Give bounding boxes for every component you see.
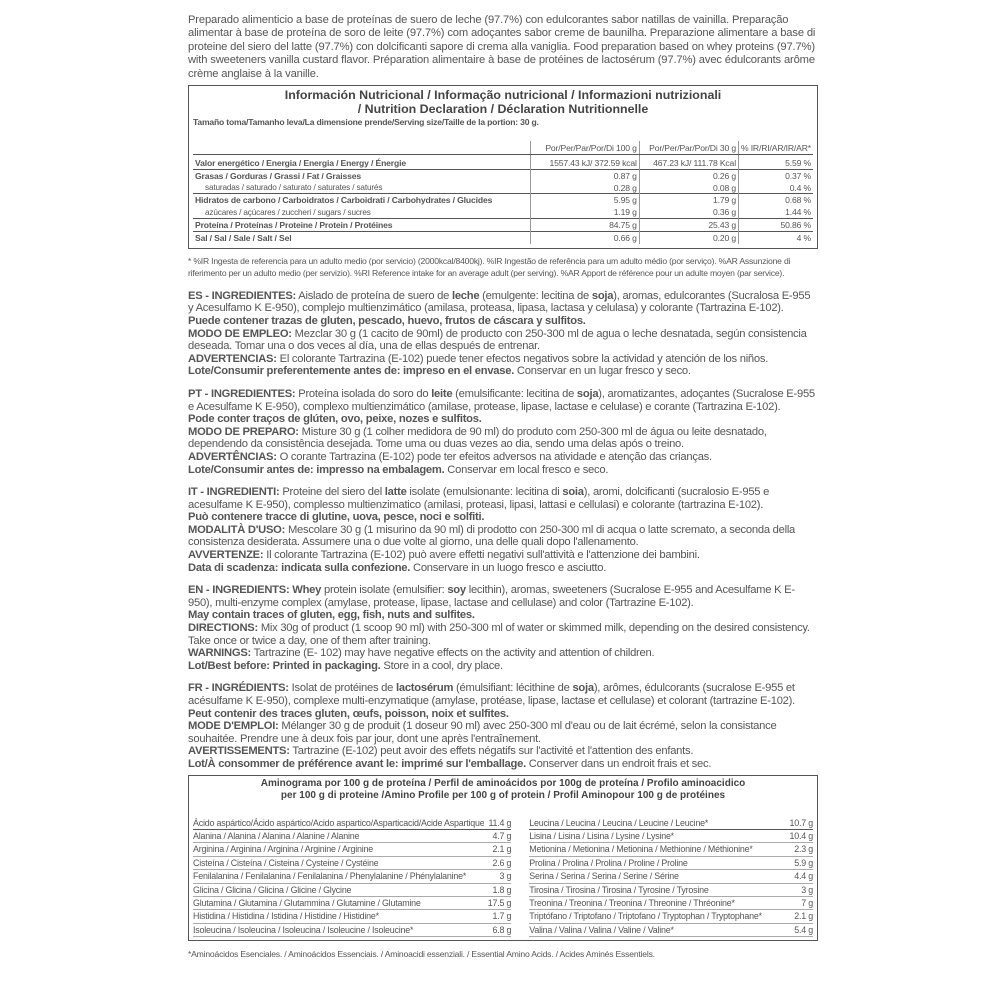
amino-row xyxy=(193,857,511,870)
nutrient-label: Grasas / Gorduras / Grassi / Fat / Graisses xyxy=(193,169,531,181)
aminogram-column-right xyxy=(529,817,813,938)
section-en xyxy=(188,584,818,672)
traces-en: May contain traces of gluten, egg, fish, nuts and sulfites. xyxy=(188,609,475,622)
warnings-it: AVVERTENZE: Il colorante Tartrazina (E-102) può avere effetti negativi sull'attività e l'attenzione dei bambini. xyxy=(188,549,700,562)
nutrition-table-box xyxy=(188,85,818,249)
aminogram-box xyxy=(188,775,818,942)
nutrient-value-100g: 5.95 g xyxy=(531,194,639,206)
amino-row xyxy=(529,817,813,830)
amino-value: 10.4 g xyxy=(789,830,813,841)
amino-name: Glutamina / Glutamina / Glutammina / Glutamine / Glutamine xyxy=(193,897,421,908)
amino-name: Glicina / Glicina / Glicina / Glicine / Glycine xyxy=(193,884,352,895)
nutrition-row-carbohydrates xyxy=(193,194,813,206)
nutrient-value-100g: 0.66 g xyxy=(531,231,639,243)
lot-es: Lote/Consumir preferentemente antes de: impreso en el envase. Conservar en un lugar fresco y seco. xyxy=(188,365,691,378)
amino-name: Triptófano / Triptofano / Triptofano / Tryptophan / Tryptophane* xyxy=(529,911,762,922)
directions-pt: MODO DE PREPARO: Misture 30 g (1 colher medidora de 90 ml) do produto com 250-300 ml de água ou leite desnatado, dependendo da consistência desejada. Tome uma ou duas vezes ao dia, sendo uma delas após o treino. xyxy=(188,425,767,451)
ingredients-pt: PT - INGREDIENTES: Proteína isolada do soro do leite (emulsificante: lecitina de soja), aromatizantes, adoçantes (Sucralose E-955 e Acesulfame K E-950), complexo multienzimático (amilase, protease, lipase, lactase e celulase) e corante (Tartrazina E-102). xyxy=(188,387,815,413)
amino-name: Cisteína / Cisteína / Cisteina / Cysteine / Cystéine xyxy=(193,857,379,868)
nutrient-ri: 0.4 % xyxy=(738,182,813,194)
amino-name: Alanina / Alanina / Alanina / Alanine / Alanine xyxy=(193,830,360,841)
lot-pt: Lote/Consumir antes de: impresso na embalagem. Conservar em local fresco e seco. xyxy=(188,463,609,476)
amino-name: Lisina / Lisina / Lisina / Lysine / Lysine* xyxy=(529,830,674,841)
nutrient-label: azúcares / açúcares / zuccheri / sugars / sucres xyxy=(205,207,371,217)
amino-name: Isoleucina / Isoleucina / Isoleucina / Isoleucine / Isoleucine* xyxy=(193,924,414,935)
aminogram-title-line1: Aminograma por 100 g de proteína / Perfil de aminoácidos por 100g de proteína / Profilo aminoacidico xyxy=(260,777,746,789)
nutrient-label: Sal / Sal / Sale / Salt / Sel xyxy=(193,231,531,243)
amino-row xyxy=(193,870,511,883)
nutrition-title-line1: Información Nutricional / Informação nutricional / Informazioni nutrizionali xyxy=(284,88,722,103)
nutrient-ri: 50.86 % xyxy=(738,219,813,232)
amino-value: 1.8 g xyxy=(492,884,512,895)
amino-name: Treonina / Treonina / Treonina / Threonine / Thréonine* xyxy=(529,897,735,908)
amino-value: 2.1 g xyxy=(492,844,512,855)
warnings-es: ADVERTENCIAS: El colorante Tartrazina (E-102) puede tener efectos negativos sobre la actividad y atención de los niños. xyxy=(188,352,769,365)
amino-value: 7 g xyxy=(801,897,813,908)
nutrient-value-30g: 0.20 g xyxy=(639,231,738,243)
warnings-pt: ADVERTÊNCIAS: O corante Tartrazina (E-102) pode ter efeitos adversos na atividade e atenção das crianças. xyxy=(188,450,712,463)
traces-fr: Peut contenir des traces gluten, œufs, poisson, noix et sulfites. xyxy=(188,707,509,720)
nutrient-label: Valor energético / Energia / Energia / Energy / Énergie xyxy=(195,157,406,168)
directions-en: DIRECTIONS: Mix 30g of product (1 scoop 90 ml) with 250-300 ml of water or skimmed milk, depending on the desired consistency. Take once or twice a day, one of them after training. xyxy=(188,622,810,647)
nutrient-ri: 0.68 % xyxy=(738,194,813,206)
nutrient-label: saturadas / saturado / saturato / saturates / saturés xyxy=(205,183,383,193)
amino-name: Prolina / Prolina / Prolina / Proline / Proline xyxy=(529,857,688,868)
aminogram-grid xyxy=(193,817,813,938)
nutrition-header-row xyxy=(193,141,813,155)
nutrient-label: Proteína / Proteínas / Proteine / Protein / Protéines xyxy=(193,219,531,232)
amino-value: 5.4 g xyxy=(794,924,813,935)
amino-value: 11.4 g xyxy=(488,817,512,828)
nutrient-ri: 4 % xyxy=(738,231,813,243)
nutrient-value-30g: 0.36 g xyxy=(639,206,738,218)
amino-name: Leucina / Leucina / Leucina / Leucine / Leucine* xyxy=(529,817,709,828)
lot-fr: Lot/À consommer de préférence avant le: imprimé sur l'emballage. Conserver dans un endroit frais et sec. xyxy=(188,757,712,770)
amino-name: Histidina / Histidina / Istidina / Histidine / Histidine* xyxy=(193,911,379,922)
amino-value: 4.4 g xyxy=(794,871,813,882)
nutrition-row-salt xyxy=(193,231,813,243)
amino-value: 6.8 g xyxy=(492,924,512,935)
nutrient-value-30g: 467.23 kJ/ 111.78 Kcal xyxy=(639,155,738,170)
amino-name: Ácido aspártico/Ácido aspártico/Acido aspartico/Asparticacid/Acide Aspartique xyxy=(193,817,485,828)
directions-es: MODO DE EMPLEO: Mezclar 30 g (1 cacito de 90ml) de producto con 250-300 ml de agua o leche desnatada, según consistencia deseada. Tomar una o dos veces al día, una de ellas después de entrenar. xyxy=(188,327,807,353)
nutrient-ri: 1.44 % xyxy=(738,206,813,218)
product-description: Preparado alimenticio a base de proteínas de suero de leche (97.7%) con edulcorantes sabor natillas de vainilla. Preparação alimentar à base de proteína de soro de leite (97.7%) com adoçantes sabor creme de baunilha. Preparazione alimentare a base di proteine del siero del latte (97.7%) con dolcificanti sapore di crema alla vaniglia. Food preparation based on whey proteins (97.7%) with sweeteners vanilla custard flavor. Préparation alimentaire à base de protéines de lactosérum (97.7%) avec édulcorants arôme crème anglaise à la vanille. xyxy=(188,14,816,80)
nutrition-row-sugars xyxy=(193,206,813,218)
lot-en: Lot/Best before: Printed in packaging. Store in a cool, dry place. xyxy=(188,659,503,672)
amino-row xyxy=(529,830,813,843)
amino-value: 10.7 g xyxy=(789,817,813,828)
amino-row xyxy=(193,884,511,897)
header-ri: % IR/RI/AR/IR/AR* xyxy=(738,141,813,155)
amino-row xyxy=(193,924,511,937)
aminogram-title xyxy=(193,778,813,803)
amino-value: 2.3 g xyxy=(794,844,813,855)
nutrient-ri: 0.37 % xyxy=(738,169,813,181)
traces-es: Puede contener trazas de gluten, pescado, huevo, frutos de cáscara y sulfitos. xyxy=(188,314,586,327)
amino-name: Tirosina / Tirosina / Tirosina / Tyrosine / Tyrosine xyxy=(529,884,709,895)
nutrition-row-fat xyxy=(193,169,813,181)
nutrient-value-100g: 84.75 g xyxy=(531,219,639,232)
amino-name: Fenilalanina / Fenilalanina / Fenilalanina / Phenylalanine / Phénylalanine* xyxy=(193,871,467,882)
ingredients-fr: FR - INGRÉDIENTS: Isolat de protéines de lactosérum (émulsifiant: lécithine de soja), arômes, édulcorants (sucralose E-955 et acésulfame K E-950), complexe multi-enzymatique (amylase, protéase, lipase, lactase et cellulase) et colorant (tartrazine E-102). xyxy=(188,682,795,708)
header-blank xyxy=(193,141,531,155)
amino-row xyxy=(529,924,813,937)
amino-value: 2.6 g xyxy=(492,857,512,868)
lot-it: Data di scadenza: indicata sulla confezione. Conservare in un luogo fresco e asciutto. xyxy=(188,561,607,574)
aminogram-title-line2: per 100 g di proteine /Amino Profile per 100 g of protein / Profil Aminopour 100 g de protéines xyxy=(280,790,726,802)
amino-row xyxy=(529,884,813,897)
amino-value: 4.7 g xyxy=(492,830,512,841)
amino-row xyxy=(529,843,813,856)
nutrient-value-30g: 0.08 g xyxy=(639,182,738,194)
nutrition-title-line2: / Nutrition Declaration / Déclaration Nutritionnelle xyxy=(357,102,649,117)
amino-row xyxy=(529,910,813,923)
directions-it: MODALITÀ D'USO: Mescolare 30 g (1 misurino da 90 ml) di prodotto con 250-300 ml di acqua o latte scremato, a seconda della consistenza desiderata. Assumere una o due volte al giorno, una delle quali dopo l'allenamento. xyxy=(188,523,796,549)
traces-pt: Pode conter traços de glúten, ovo, peixe, nozes e sulfitos. xyxy=(188,413,482,426)
amino-value: 3 g xyxy=(499,871,512,882)
traces-it: Può contenere tracce di glutine, uova, pesce, noci e solfiti. xyxy=(188,511,485,524)
ingredients-es: ES - INGREDIENTES: Aislado de proteína de suero de leche (emulgente: lecitina de soja), aromas, edulcorantes (Sucralosa E-955 y Acesulfamo K E-950), complejo multienzimático (amilasa, proteasa, lipasa, lactasa y celulasa) y colorante (Tartrazina E-102). xyxy=(188,289,811,315)
ingredients-it: IT - INGREDIENTI: Proteine del siero del latte isolate (emulsionante: lecitina di soia), aromi, dolcificanti (sucralosio E-955 e acesulfame K E-950), complesso multienzimatico (amilasi, proteasi, lipasi, lattasi e cellulasi) e colorante (tartrazina E-102). xyxy=(188,486,770,511)
ingredients-en: EN - INGREDIENTS: Whey protein isolate (emulsifier: soy lecithin), aromas, sweeteners (Sucralose E-955 and Acesulfame K E-950), multi-enzyme complex (amylase, protease, lipase, lactase and cellulase) and color (Tartrazine E-102). xyxy=(188,584,795,609)
nutrient-value-100g: 0.87 g xyxy=(531,169,639,181)
nutrition-table xyxy=(193,141,813,244)
nutrient-value-30g: 1.79 g xyxy=(639,194,738,206)
nutrition-row-energy xyxy=(193,155,813,170)
nutrient-value-100g: 1.19 g xyxy=(531,206,639,218)
nutrition-title xyxy=(193,88,813,116)
amino-value: 17.5 g xyxy=(487,897,512,908)
nutrient-value-30g: 25.43 g xyxy=(639,219,738,232)
amino-name: Metionina / Metionina / Metionina / Methionine / Méthionine* xyxy=(529,844,753,855)
directions-fr: MODE D'EMPLOI: Mélanger 30 g de produit (1 doseur 90 ml) avec 250-300 ml d'eau ou de lait écrémé, selon la consistance souhaitée. Prendre une à deux fois par jour, dont une après l'entraînement. xyxy=(188,720,777,745)
amino-row xyxy=(193,817,511,830)
amino-row xyxy=(529,897,813,910)
header-per-100g: Por/Per/Par/Por/Di 100 g xyxy=(531,141,639,155)
amino-row xyxy=(529,870,813,883)
nutrition-row-saturates xyxy=(193,182,813,194)
amino-footnote: *Aminoácidos Esenciales. / Aminoácidos Essenciais. / Aminoacidi essenziali. / Essential Amino Acids. / Acides Aminés Essentiels. xyxy=(188,949,655,960)
reference-intake-footnote: * %IR Ingesta de referencia para un adulto medio (por servicio) (2000kcal/8400kj). %IR Ingestão de referência para um adulto médio (por serviço). %AR Assunzione di riferimento per un adulto medio (per servizio). %RI Reference intake for an average adult (per serving). %AR Apport de référence pour un adulte moyen (par service). xyxy=(188,255,791,279)
header-per-30g: Por/Per/Par/Por/Di 30 g xyxy=(639,141,738,155)
nutrient-label: Hidratos de carbono / Carboidratos / Carboidrati / Carbohydrates / Glucides xyxy=(193,194,531,206)
warnings-fr: AVERTISSEMENTS: Tartrazine (E-102) peut avoir des effets négatifs sur l'activité et l'attention des enfants. xyxy=(188,745,694,758)
amino-row xyxy=(193,897,511,910)
amino-name: Valina / Valina / Valina / Valine / Valine* xyxy=(529,924,674,935)
nutrient-value-100g: 1557.43 kJ/ 372.59 kcal xyxy=(531,155,639,170)
amino-row xyxy=(193,910,511,923)
amino-name: Arginina / Arginina / Arginina / Arginine / Arginine xyxy=(193,844,374,855)
amino-name: Serina / Serina / Serina / Serine / Sérine xyxy=(529,871,679,882)
nutrient-value-100g: 0.28 g xyxy=(531,182,639,194)
aminogram-column-left xyxy=(193,817,511,938)
label-sheet xyxy=(188,14,818,959)
amino-value: 3 g xyxy=(801,884,813,895)
section-es xyxy=(188,290,818,378)
section-fr xyxy=(188,682,818,770)
warnings-en: WARNINGS: Tartrazine (E- 102) may have negative effects on the activity and attention of children. xyxy=(188,647,655,660)
amino-value: 2.1 g xyxy=(794,911,813,922)
section-pt xyxy=(188,388,818,476)
nutrient-ri: 5.59 % xyxy=(738,155,813,170)
amino-value: 1.7 g xyxy=(492,911,512,922)
amino-row xyxy=(529,857,813,870)
nutrient-value-30g: 0.26 g xyxy=(639,169,738,181)
serving-size: Tamaño toma/Tamanho leva/La dimensione prende/Serving size/Taille de la portion: 30 g. xyxy=(193,117,539,128)
section-it xyxy=(188,486,818,574)
amino-row xyxy=(193,843,511,856)
nutrition-row-protein xyxy=(193,219,813,232)
amino-value: 5.9 g xyxy=(794,857,813,868)
amino-row xyxy=(193,830,511,843)
